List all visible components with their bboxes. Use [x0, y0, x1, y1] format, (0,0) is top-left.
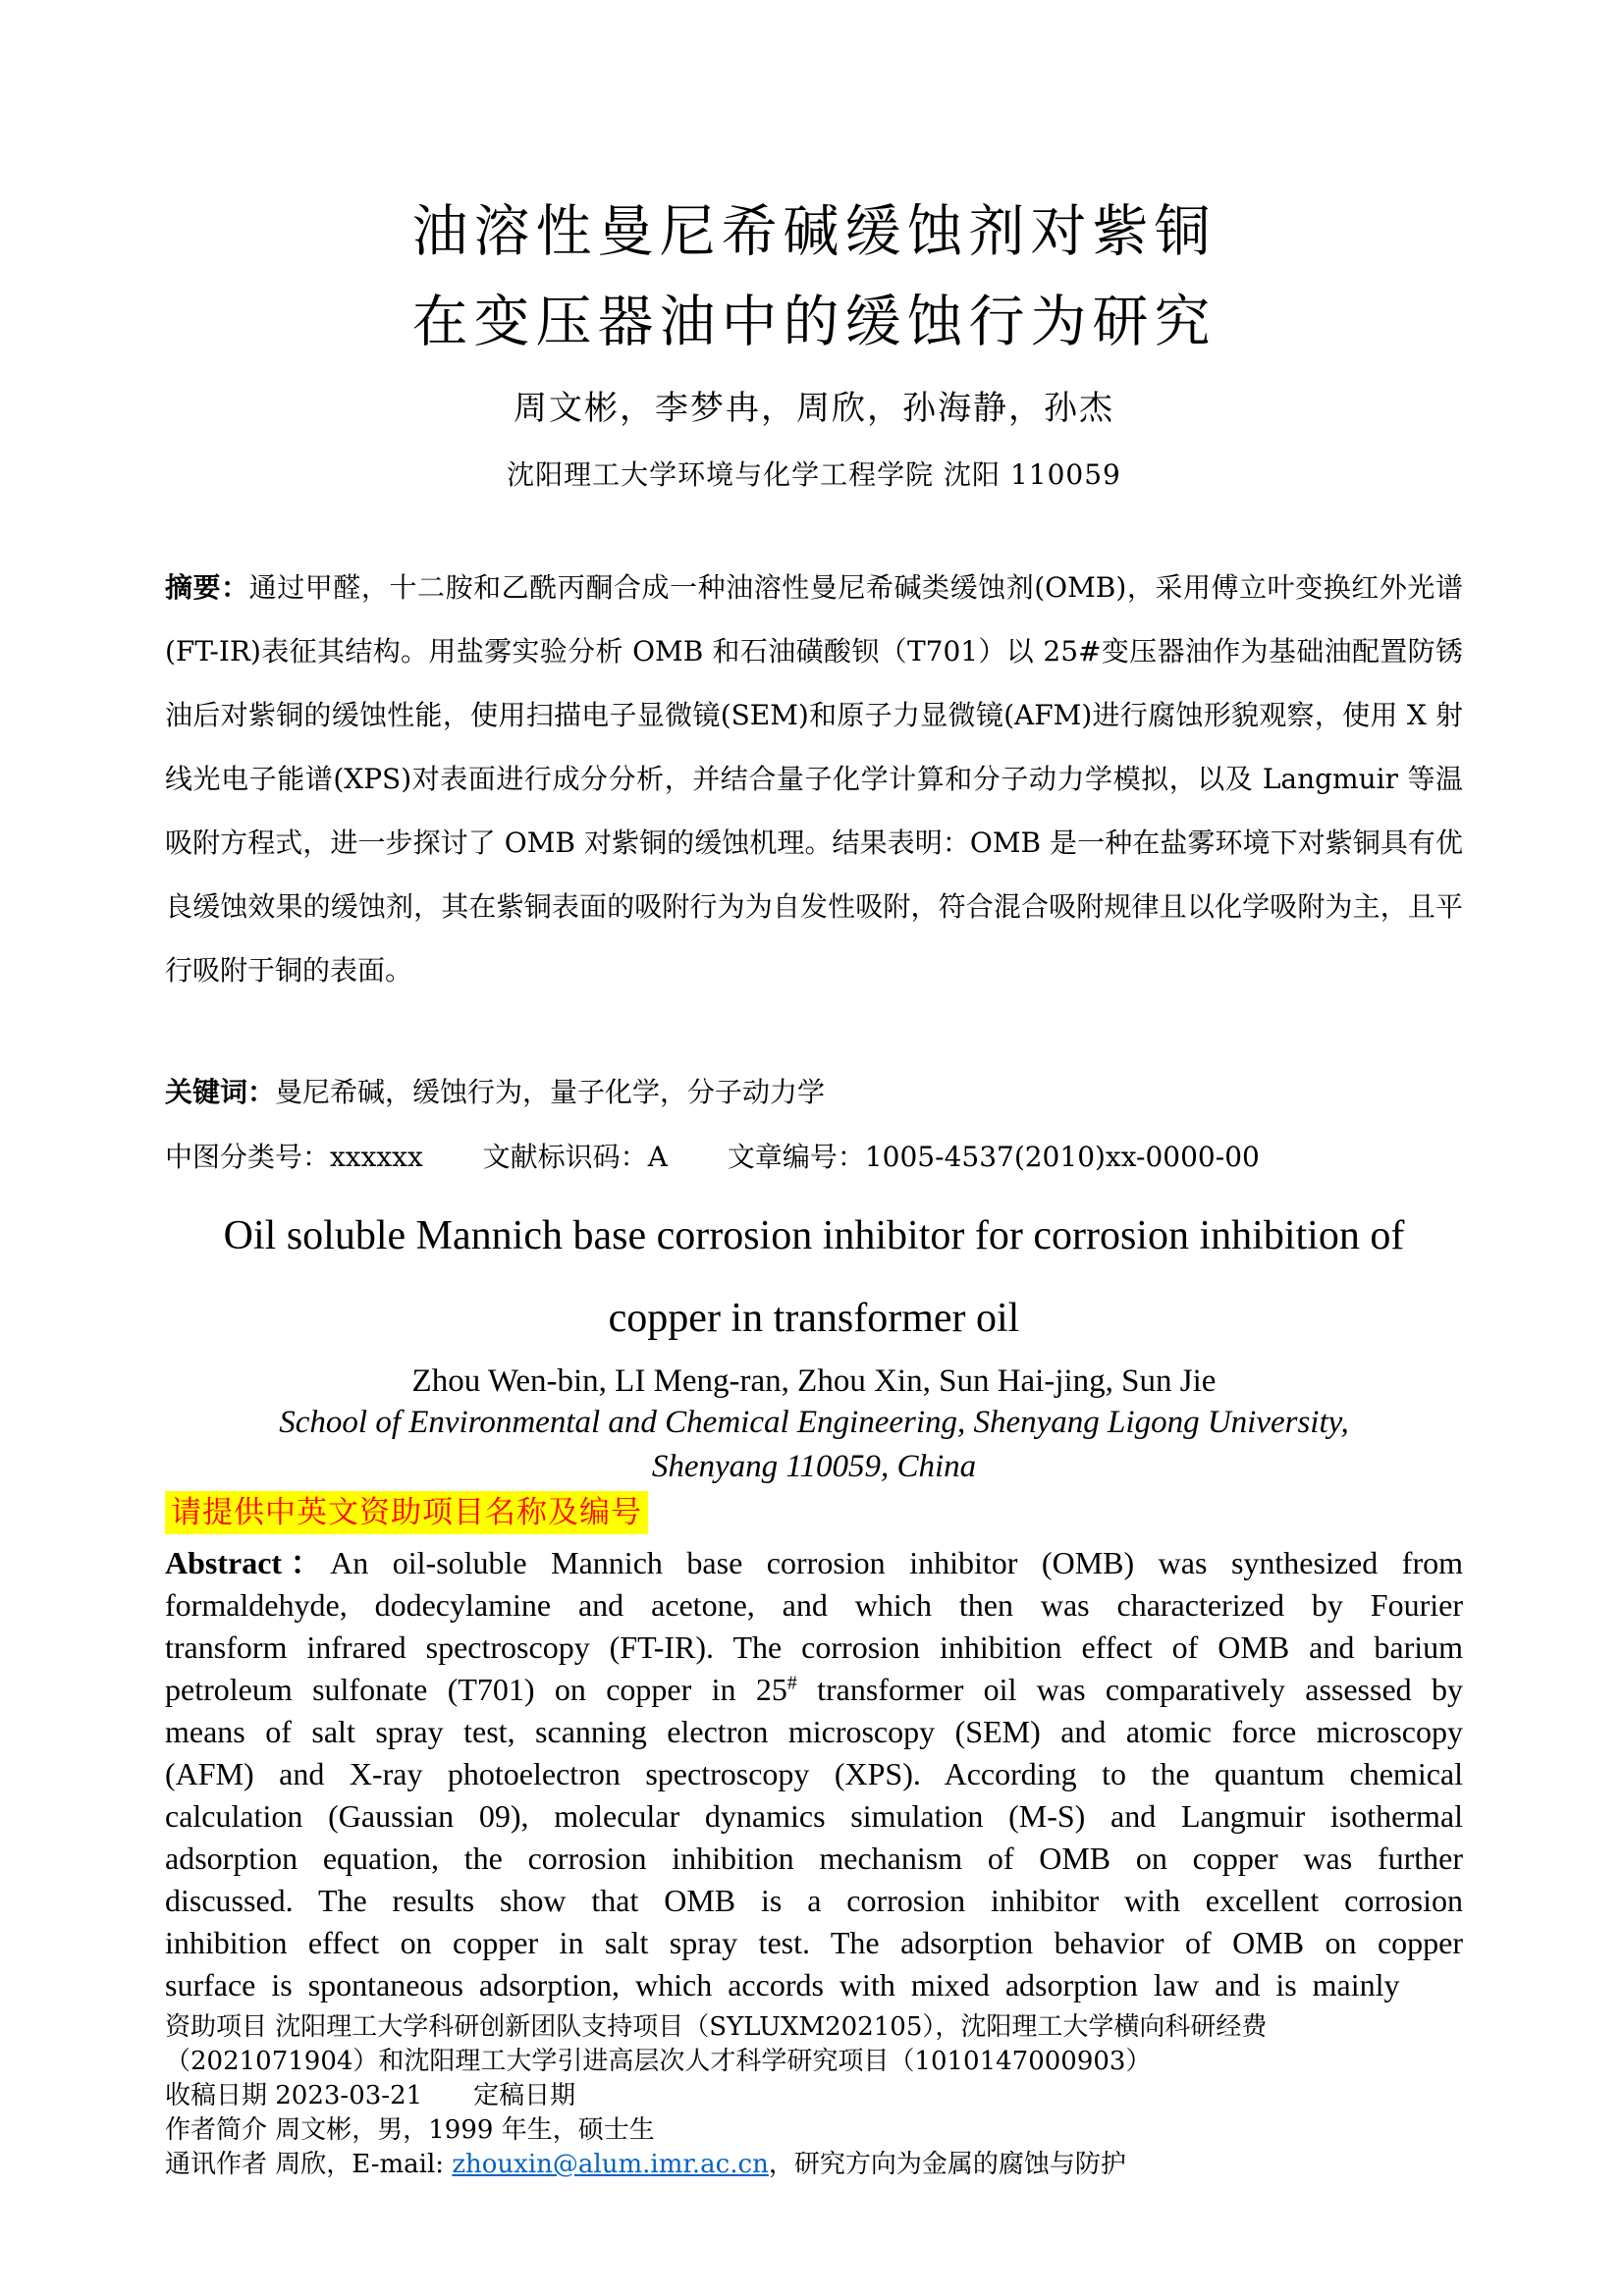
clc-number-label: 中图分类号： — [165, 1141, 331, 1173]
clc-number — [165, 1141, 423, 1173]
contact-prefix: 通讯作者 周欣，E-mail: — [165, 2150, 453, 2179]
clc-number-value: xxxxxx — [330, 1141, 423, 1173]
email-link[interactable]: zhouxin@alum.imr.ac.cn — [452, 2150, 769, 2179]
keywords-cn-text: 曼尼希碱，缓蚀行为，量子化学，分子动力学 — [275, 1076, 826, 1108]
affiliation-cn: 沈阳理工大学环境与化学工程学院 沈阳 110059 — [507, 458, 1121, 491]
funding-line-2: （2021071904）和沈阳理工大学引进高层次人才科学研究项目（1010147000903） — [165, 2047, 1152, 2076]
superscript-hash: # — [786, 1672, 797, 1694]
abstract-en-label: Abstract： — [165, 1545, 331, 1580]
article-id-label: 文章编号： — [727, 1141, 865, 1173]
footnotes — [165, 2010, 1463, 2182]
contact-suffix: ，研究方向为金属的腐蚀与防护 — [768, 2150, 1126, 2179]
document-code-label: 文献标识码： — [482, 1141, 648, 1173]
authors-cn: 周文彬，李梦冉，周欣，孙海静，孙杰 — [514, 389, 1114, 428]
abstract-cn-text: 通过甲醛，十二胺和乙酰丙酮合成一种油溶性曼尼希碱类缓蚀剂(OMB)，采用傅立叶变换红外光谱(FT-IR)表征其结构。用盐雾实验分析 OMB 和石油磺酸钡（T701）以 25#变压器油作为基础油配置防锈油后对紫铜的缓蚀性能，使用扫描电子显微镜(SEM)和原子力显微镜(AFM)进行腐蚀形貌观察，使用 X 射线光电子能谱(XPS)对表面进行成分分析，并结合量子化学计算和分子动力学模拟，以及 Langmuir 等温吸附方程式，进一步探讨了 OMB 对紫铜的缓蚀机理。结果表明：OMB 是一种在盐雾环境下对紫铜具有优良缓蚀效果的缓蚀剂，其在紫铜表面的吸附行为为自发性吸附，符合混合吸附规律且以化学吸附为主，且平行吸附于铜的表面。 — [165, 571, 1463, 987]
affiliation-en — [165, 1401, 1463, 1489]
abstract-cn-label: 摘要： — [165, 571, 249, 604]
document-code — [483, 1141, 668, 1173]
title-cn — [165, 187, 1463, 367]
article-id — [728, 1141, 1260, 1173]
title-en-line1: Oil soluble Mannich base corrosion inhibitor for corrosion inhibition of — [223, 1213, 1405, 1258]
title-en — [165, 1195, 1463, 1360]
editor-note-highlight: 请提供中英文资助项目名称及编号 — [165, 1491, 648, 1534]
authors-en: Zhou Wen-bin, LI Meng-ran, Zhou Xin, Sun Hai-jing, Sun Jie — [411, 1363, 1217, 1399]
funding-line-1: 资助项目 沈阳理工大学科研创新团队支持项目（SYLUXM202105），沈阳理工大学横向科研经费 — [165, 2012, 1268, 2042]
keywords-cn-label: 关键词： — [165, 1076, 276, 1108]
contact-line — [165, 2148, 1463, 2182]
title-cn-line1: 油溶性曼尼希碱缓蚀剂对紫铜 — [411, 199, 1217, 264]
title-en-line2: copper in transformer oil — [608, 1296, 1020, 1341]
keywords-cn — [165, 1073, 1463, 1112]
title-cn-line2: 在变压器油中的缓蚀行为研究 — [411, 290, 1217, 354]
editor-note-row — [165, 1491, 1463, 1534]
article-id-value: 1005-4537(2010)xx-0000-00 — [864, 1141, 1260, 1173]
affiliation-en-line2: Shenyang 110059, China — [651, 1449, 977, 1484]
affiliation-en-line1: School of Environmental and Chemical Engineering, Shenyang Ligong University, — [279, 1405, 1349, 1440]
document-code-value: A — [647, 1141, 668, 1173]
classification-line — [165, 1138, 1463, 1177]
abstract-en-text-2: transformer oil was comparatively assessed by means of salt spray test, scanning electron microscopy (SEM) and atomic force microscopy (AFM) and X-ray photoelectron spectroscopy (XPS). According to the quantum chemical calculation (Gaussian 09), molecular dynamics simulation (M-S) and Langmuir isothermal adsorption equation, the corrosion inhibition mechanism of OMB on copper was further discussed. The results show that OMB is a corrosion inhibitor with excellent corrosion inhibition effect on copper in salt spray test. The adsorption behavior of OMB on copper surface is spontaneous adsorption, which accords with mixed adsorption law and is mainly — [165, 1672, 1464, 2002]
dates-line: 收稿日期 2023-03-21 定稿日期 — [165, 2081, 576, 2110]
abstract-cn — [165, 556, 1463, 1002]
author-bio-line: 作者简介 周文彬，男，1999 年生，硕士生 — [165, 2115, 655, 2145]
abstract-en-text-1: An oil-soluble Mannich base corrosion inhibitor (OMB) was synthesized from formaldehyde, dodecylamine and acetone, and which then was characterized by Fourier transform infrared spectroscopy (FT-IR). The corrosion inhibition effect of OMB and barium petroleum sulfonate (T701) on copper in 25 — [165, 1545, 1463, 1707]
abstract-en — [165, 1542, 1463, 2006]
